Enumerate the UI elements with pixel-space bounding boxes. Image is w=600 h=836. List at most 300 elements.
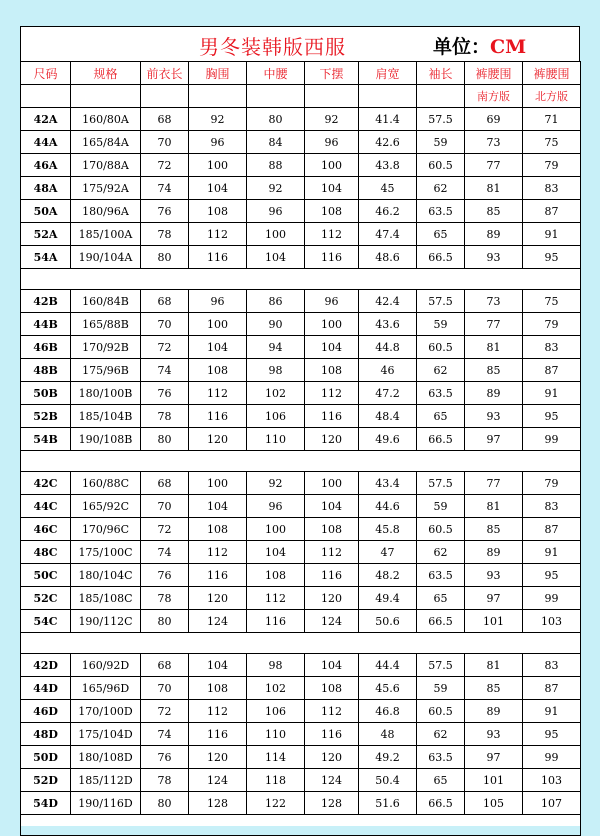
cell-sleeve: 62 xyxy=(417,723,465,746)
cell-pants-waist-south: 77 xyxy=(465,154,523,177)
group-spacer-row xyxy=(21,815,581,836)
cell-waist xyxy=(247,85,305,108)
cell-front-length: 80 xyxy=(141,246,189,269)
cell-pants-waist-south: 97 xyxy=(465,428,523,451)
cell-pants-waist-south: 85 xyxy=(465,518,523,541)
cell-shoulder xyxy=(359,85,417,108)
cell-shoulder: 49.2 xyxy=(359,746,417,769)
cell-waist: 104 xyxy=(247,541,305,564)
table-row xyxy=(21,654,581,677)
cell-pants-waist-north: 91 xyxy=(523,700,581,723)
cell-hem: 100 xyxy=(305,472,359,495)
cell-hem: 112 xyxy=(305,382,359,405)
cell-size: 50D xyxy=(21,746,71,769)
cell-size: 44A xyxy=(21,131,71,154)
cell-pants-waist-north: 裤腰围 xyxy=(523,62,581,85)
cell-sleeve xyxy=(417,85,465,108)
cell-pants-waist-north: 87 xyxy=(523,359,581,382)
cell-pants-waist-south: 73 xyxy=(465,131,523,154)
cell-front-length: 76 xyxy=(141,746,189,769)
cell-chest: 120 xyxy=(189,746,247,769)
cell-pants-waist-south: 105 xyxy=(465,792,523,815)
cell-chest: 104 xyxy=(189,654,247,677)
cell-pants-waist-north: 95 xyxy=(523,405,581,428)
cell-spec: 165/92C xyxy=(71,495,141,518)
cell-chest: 124 xyxy=(189,769,247,792)
cell-chest xyxy=(189,85,247,108)
cell-size: 54C xyxy=(21,610,71,633)
cell-pants-waist-south: 73 xyxy=(465,290,523,313)
table-row xyxy=(21,518,581,541)
cell-hem: 108 xyxy=(305,677,359,700)
cell-hem: 124 xyxy=(305,769,359,792)
cell-waist: 112 xyxy=(247,587,305,610)
cell-hem xyxy=(305,85,359,108)
cell-shoulder: 46.2 xyxy=(359,200,417,223)
cell-size: 46B xyxy=(21,336,71,359)
cell-spec: 160/92D xyxy=(71,654,141,677)
cell-pants-waist-south: 裤腰围 xyxy=(465,62,523,85)
table-row xyxy=(21,428,581,451)
table-row xyxy=(21,131,581,154)
cell-hem: 116 xyxy=(305,564,359,587)
cell-pants-waist-south: 77 xyxy=(465,313,523,336)
cell-hem: 92 xyxy=(305,108,359,131)
cell-shoulder: 50.6 xyxy=(359,610,417,633)
cell-hem: 104 xyxy=(305,495,359,518)
cell-sleeve: 59 xyxy=(417,495,465,518)
cell-chest: 116 xyxy=(189,246,247,269)
cell-spec: 165/88B xyxy=(71,313,141,336)
cell-shoulder: 45 xyxy=(359,177,417,200)
cell-size: 52A xyxy=(21,223,71,246)
cell-waist: 106 xyxy=(247,405,305,428)
cell-hem: 108 xyxy=(305,359,359,382)
group-spacer-row xyxy=(21,633,581,654)
table-row xyxy=(21,246,581,269)
table-row xyxy=(21,290,581,313)
cell-waist: 94 xyxy=(247,336,305,359)
cell-spec: 170/88A xyxy=(71,154,141,177)
cell-sleeve: 65 xyxy=(417,405,465,428)
cell-front-length: 68 xyxy=(141,472,189,495)
table-row xyxy=(21,472,581,495)
cell-waist: 110 xyxy=(247,428,305,451)
cell-hem: 120 xyxy=(305,587,359,610)
cell-chest: 104 xyxy=(189,177,247,200)
cell-waist: 100 xyxy=(247,223,305,246)
cell-shoulder: 49.4 xyxy=(359,587,417,610)
cell-pants-waist-south: 69 xyxy=(465,108,523,131)
cell-sleeve: 60.5 xyxy=(417,154,465,177)
table-row xyxy=(21,177,581,200)
cell-waist: 104 xyxy=(247,246,305,269)
cell-waist: 86 xyxy=(247,290,305,313)
cell-spec: 175/104D xyxy=(71,723,141,746)
cell-chest: 104 xyxy=(189,495,247,518)
cell-chest: 116 xyxy=(189,405,247,428)
cell-spec xyxy=(71,85,141,108)
cell-front-length: 74 xyxy=(141,359,189,382)
cell-shoulder: 48.6 xyxy=(359,246,417,269)
cell-spec: 180/104C xyxy=(71,564,141,587)
cell-shoulder: 51.6 xyxy=(359,792,417,815)
cell-shoulder: 50.4 xyxy=(359,769,417,792)
cell-pants-waist-south: 81 xyxy=(465,336,523,359)
cell-pants-waist-south: 93 xyxy=(465,246,523,269)
cell-pants-waist-north: 103 xyxy=(523,610,581,633)
cell-spec: 165/96D xyxy=(71,677,141,700)
cell-sleeve: 57.5 xyxy=(417,290,465,313)
table-row xyxy=(21,108,581,131)
cell-shoulder: 49.6 xyxy=(359,428,417,451)
cell-chest: 112 xyxy=(189,541,247,564)
cell-spec: 170/96C xyxy=(71,518,141,541)
cell-spec: 185/112D xyxy=(71,769,141,792)
cell-front-length: 80 xyxy=(141,610,189,633)
cell-front-length: 72 xyxy=(141,518,189,541)
table-row xyxy=(21,405,581,428)
cell-hem: 116 xyxy=(305,405,359,428)
cell-sleeve: 62 xyxy=(417,541,465,564)
cell-spec: 185/100A xyxy=(71,223,141,246)
cell-spec: 190/116D xyxy=(71,792,141,815)
cell-chest: 112 xyxy=(189,223,247,246)
cell-shoulder: 43.8 xyxy=(359,154,417,177)
cell-spec: 170/92B xyxy=(71,336,141,359)
cell-waist: 90 xyxy=(247,313,305,336)
cell-pants-waist-north: 83 xyxy=(523,654,581,677)
cell-waist: 98 xyxy=(247,359,305,382)
cell-sleeve: 62 xyxy=(417,359,465,382)
subheader-row xyxy=(21,85,581,108)
cell-pants-waist-north: 91 xyxy=(523,541,581,564)
cell-hem: 下摆 xyxy=(305,62,359,85)
table-row xyxy=(21,610,581,633)
cell-size: 48C xyxy=(21,541,71,564)
cell-pants-waist-north: 99 xyxy=(523,746,581,769)
cell-spec: 190/104A xyxy=(71,246,141,269)
table-row xyxy=(21,541,581,564)
cell-pants-waist-north: 95 xyxy=(523,564,581,587)
cell-sleeve: 65 xyxy=(417,587,465,610)
table-row xyxy=(21,359,581,382)
cell-shoulder: 45.6 xyxy=(359,677,417,700)
cell-pants-waist-north: 83 xyxy=(523,336,581,359)
cell-waist: 114 xyxy=(247,746,305,769)
spacer-cell xyxy=(21,633,581,654)
cell-hem: 104 xyxy=(305,654,359,677)
header-row xyxy=(21,62,581,85)
cell-waist: 92 xyxy=(247,472,305,495)
table-row xyxy=(21,587,581,610)
table-row xyxy=(21,723,581,746)
cell-chest: 108 xyxy=(189,359,247,382)
cell-front-length: 70 xyxy=(141,495,189,518)
cell-shoulder: 48 xyxy=(359,723,417,746)
cell-chest: 100 xyxy=(189,313,247,336)
cell-shoulder: 43.6 xyxy=(359,313,417,336)
cell-spec: 190/108B xyxy=(71,428,141,451)
cell-sleeve: 57.5 xyxy=(417,654,465,677)
cell-sleeve: 59 xyxy=(417,677,465,700)
cell-waist: 106 xyxy=(247,700,305,723)
cell-sleeve: 63.5 xyxy=(417,200,465,223)
cell-size: 48D xyxy=(21,723,71,746)
cell-pants-waist-south: 85 xyxy=(465,359,523,382)
cell-chest: 92 xyxy=(189,108,247,131)
cell-waist: 110 xyxy=(247,723,305,746)
group-spacer-row xyxy=(21,451,581,472)
cell-waist: 98 xyxy=(247,654,305,677)
cell-front-length: 68 xyxy=(141,290,189,313)
cell-front-length: 72 xyxy=(141,154,189,177)
chart-title: 男冬装韩版西服 xyxy=(199,35,346,59)
group-spacer-row xyxy=(21,269,581,290)
table-row xyxy=(21,336,581,359)
cell-pants-waist-south: 77 xyxy=(465,472,523,495)
cell-shoulder: 48.2 xyxy=(359,564,417,587)
cell-hem: 120 xyxy=(305,428,359,451)
cell-front-length: 76 xyxy=(141,200,189,223)
cell-sleeve: 63.5 xyxy=(417,564,465,587)
unit-indicator xyxy=(433,32,526,59)
cell-chest: 108 xyxy=(189,200,247,223)
unit-value: CM xyxy=(490,36,527,58)
cell-chest: 120 xyxy=(189,587,247,610)
cell-front-length: 78 xyxy=(141,405,189,428)
cell-spec: 185/104B xyxy=(71,405,141,428)
cell-pants-waist-north: 87 xyxy=(523,518,581,541)
table-row xyxy=(21,313,581,336)
cell-waist: 122 xyxy=(247,792,305,815)
cell-sleeve: 66.5 xyxy=(417,610,465,633)
table-row xyxy=(21,495,581,518)
cell-pants-waist-north: 99 xyxy=(523,587,581,610)
cell-shoulder: 46.8 xyxy=(359,700,417,723)
cell-chest: 112 xyxy=(189,382,247,405)
cell-front-length: 74 xyxy=(141,541,189,564)
cell-pants-waist-north: 79 xyxy=(523,154,581,177)
cell-waist: 84 xyxy=(247,131,305,154)
cell-spec: 190/112C xyxy=(71,610,141,633)
cell-pants-waist-north: 75 xyxy=(523,131,581,154)
cell-size xyxy=(21,85,71,108)
cell-pants-waist-south: 97 xyxy=(465,746,523,769)
cell-sleeve: 66.5 xyxy=(417,428,465,451)
cell-waist: 100 xyxy=(247,518,305,541)
cell-shoulder: 47 xyxy=(359,541,417,564)
cell-pants-waist-north: 79 xyxy=(523,313,581,336)
cell-chest: 104 xyxy=(189,336,247,359)
cell-shoulder: 43.4 xyxy=(359,472,417,495)
cell-pants-waist-south: 81 xyxy=(465,177,523,200)
cell-size: 54A xyxy=(21,246,71,269)
cell-spec: 160/88C xyxy=(71,472,141,495)
cell-chest: 100 xyxy=(189,472,247,495)
cell-chest: 112 xyxy=(189,700,247,723)
cell-pants-waist-south: 89 xyxy=(465,223,523,246)
cell-sleeve: 60.5 xyxy=(417,518,465,541)
cell-hem: 116 xyxy=(305,246,359,269)
cell-pants-waist-south: 85 xyxy=(465,200,523,223)
cell-hem: 112 xyxy=(305,223,359,246)
cell-pants-waist-north: 71 xyxy=(523,108,581,131)
cell-front-length: 70 xyxy=(141,131,189,154)
cell-chest: 116 xyxy=(189,564,247,587)
cell-hem: 104 xyxy=(305,336,359,359)
cell-spec: 175/100C xyxy=(71,541,141,564)
cell-pants-waist-south: 89 xyxy=(465,700,523,723)
cell-size: 54D xyxy=(21,792,71,815)
cell-hem: 96 xyxy=(305,131,359,154)
cell-chest: 96 xyxy=(189,131,247,154)
cell-pants-waist-north: 91 xyxy=(523,223,581,246)
cell-shoulder: 45.8 xyxy=(359,518,417,541)
cell-pants-waist-north: 87 xyxy=(523,200,581,223)
cell-shoulder: 46 xyxy=(359,359,417,382)
cell-shoulder: 42.4 xyxy=(359,290,417,313)
cell-chest: 124 xyxy=(189,610,247,633)
cell-size: 48B xyxy=(21,359,71,382)
cell-sleeve: 袖长 xyxy=(417,62,465,85)
cell-hem: 108 xyxy=(305,518,359,541)
cell-front-length: 78 xyxy=(141,587,189,610)
table-row xyxy=(21,564,581,587)
cell-size: 52C xyxy=(21,587,71,610)
cell-waist: 88 xyxy=(247,154,305,177)
cell-pants-waist-south: 97 xyxy=(465,587,523,610)
cell-waist: 108 xyxy=(247,564,305,587)
cell-front-length: 68 xyxy=(141,108,189,131)
cell-spec: 180/96A xyxy=(71,200,141,223)
cell-chest: 108 xyxy=(189,677,247,700)
cell-spec: 185/108C xyxy=(71,587,141,610)
cell-size: 44C xyxy=(21,495,71,518)
cell-pants-waist-north: 95 xyxy=(523,723,581,746)
cell-spec: 175/92A xyxy=(71,177,141,200)
cell-shoulder: 47.2 xyxy=(359,382,417,405)
cell-front-length: 78 xyxy=(141,769,189,792)
cell-sleeve: 63.5 xyxy=(417,746,465,769)
cell-hem: 120 xyxy=(305,746,359,769)
cell-front-length: 前衣长 xyxy=(141,62,189,85)
cell-front-length: 74 xyxy=(141,723,189,746)
title-row xyxy=(20,26,580,61)
cell-hem: 108 xyxy=(305,200,359,223)
size-chart-sheet xyxy=(20,26,580,826)
cell-hem: 116 xyxy=(305,723,359,746)
cell-spec: 规格 xyxy=(71,62,141,85)
cell-pants-waist-north: 北方版 xyxy=(523,85,581,108)
cell-front-length: 70 xyxy=(141,313,189,336)
cell-hem: 112 xyxy=(305,541,359,564)
cell-pants-waist-south: 85 xyxy=(465,677,523,700)
cell-shoulder: 44.8 xyxy=(359,336,417,359)
cell-size: 42C xyxy=(21,472,71,495)
table-row xyxy=(21,700,581,723)
spacer-cell xyxy=(21,815,581,836)
table-row xyxy=(21,382,581,405)
cell-shoulder: 44.6 xyxy=(359,495,417,518)
cell-sleeve: 66.5 xyxy=(417,792,465,815)
cell-pants-waist-north: 75 xyxy=(523,290,581,313)
cell-pants-waist-south: 93 xyxy=(465,405,523,428)
table-row xyxy=(21,746,581,769)
cell-size: 44D xyxy=(21,677,71,700)
cell-sleeve: 60.5 xyxy=(417,336,465,359)
cell-size: 46C xyxy=(21,518,71,541)
cell-front-length xyxy=(141,85,189,108)
cell-chest: 108 xyxy=(189,518,247,541)
cell-front-length: 72 xyxy=(141,700,189,723)
cell-pants-waist-south: 89 xyxy=(465,382,523,405)
cell-shoulder: 47.4 xyxy=(359,223,417,246)
cell-spec: 165/84A xyxy=(71,131,141,154)
cell-spec: 160/80A xyxy=(71,108,141,131)
cell-pants-waist-north: 79 xyxy=(523,472,581,495)
cell-front-length: 78 xyxy=(141,223,189,246)
cell-pants-waist-south: 81 xyxy=(465,495,523,518)
cell-chest: 96 xyxy=(189,290,247,313)
cell-sleeve: 57.5 xyxy=(417,472,465,495)
cell-size: 42D xyxy=(21,654,71,677)
cell-hem: 96 xyxy=(305,290,359,313)
cell-waist: 80 xyxy=(247,108,305,131)
cell-sleeve: 65 xyxy=(417,223,465,246)
size-table-body xyxy=(21,62,581,836)
cell-front-length: 80 xyxy=(141,428,189,451)
table-row xyxy=(21,769,581,792)
cell-sleeve: 66.5 xyxy=(417,246,465,269)
cell-hem: 104 xyxy=(305,177,359,200)
cell-pants-waist-south: 93 xyxy=(465,564,523,587)
cell-front-length: 72 xyxy=(141,336,189,359)
cell-shoulder: 肩宽 xyxy=(359,62,417,85)
cell-sleeve: 59 xyxy=(417,131,465,154)
cell-pants-waist-north: 83 xyxy=(523,495,581,518)
cell-size: 42B xyxy=(21,290,71,313)
cell-pants-waist-south: 89 xyxy=(465,541,523,564)
cell-size: 尺码 xyxy=(21,62,71,85)
unit-label: 单位： xyxy=(433,36,491,58)
cell-waist: 116 xyxy=(247,610,305,633)
cell-hem: 128 xyxy=(305,792,359,815)
cell-pants-waist-north: 107 xyxy=(523,792,581,815)
table-row xyxy=(21,677,581,700)
cell-chest: 128 xyxy=(189,792,247,815)
cell-sleeve: 60.5 xyxy=(417,700,465,723)
cell-front-length: 74 xyxy=(141,177,189,200)
cell-spec: 160/84B xyxy=(71,290,141,313)
cell-size: 50A xyxy=(21,200,71,223)
cell-pants-waist-south: 93 xyxy=(465,723,523,746)
cell-shoulder: 44.4 xyxy=(359,654,417,677)
cell-sleeve: 59 xyxy=(417,313,465,336)
cell-hem: 124 xyxy=(305,610,359,633)
cell-pants-waist-north: 95 xyxy=(523,246,581,269)
cell-pants-waist-south: 101 xyxy=(465,610,523,633)
size-table xyxy=(20,61,581,836)
cell-spec: 180/100B xyxy=(71,382,141,405)
cell-shoulder: 48.4 xyxy=(359,405,417,428)
spacer-cell xyxy=(21,451,581,472)
cell-front-length: 76 xyxy=(141,564,189,587)
cell-hem: 100 xyxy=(305,154,359,177)
cell-size: 52B xyxy=(21,405,71,428)
cell-pants-waist-north: 87 xyxy=(523,677,581,700)
cell-shoulder: 42.6 xyxy=(359,131,417,154)
